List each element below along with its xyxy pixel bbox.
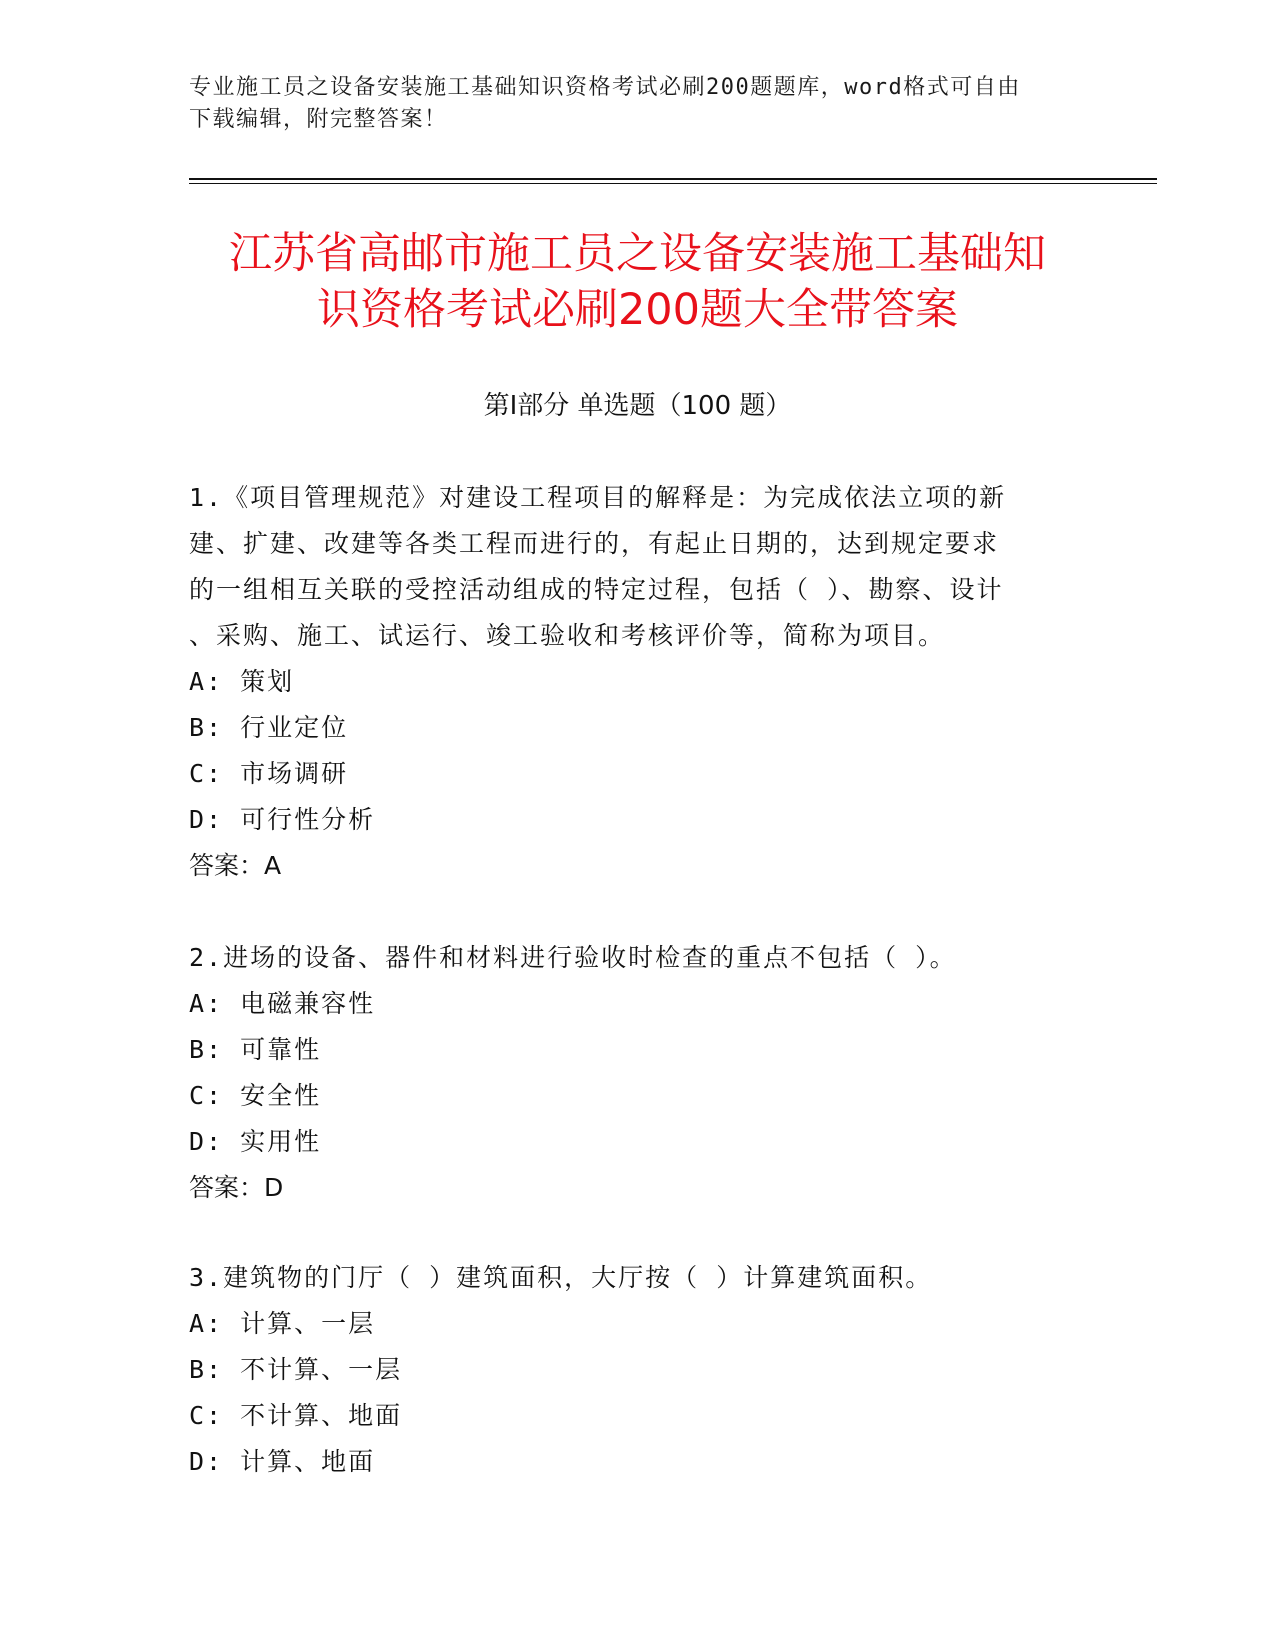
option-a: A: 策划: [189, 667, 295, 696]
option-c: C: 市场调研: [189, 759, 349, 788]
stem-line: 、采购、施工、试运行、竣工验收和考核评价等，简称为项目。: [189, 621, 946, 650]
question-stem: [189, 475, 1089, 659]
header-description: [189, 72, 1089, 136]
stem-line: 2.进场的设备、器件和材料进行验收时检查的重点不包括（ ）。: [189, 943, 957, 972]
question-stem: [189, 935, 1089, 981]
stem-line: 3.建筑物的门厅（ ）建筑面积，大厅按（ ）计算建筑面积。: [189, 1263, 933, 1292]
title-line-1: 江苏省高邮市施工员之设备安装施工基础知: [229, 229, 1046, 279]
stem-line: 建、扩建、改建等各类工程而进行的，有起止日期的，达到规定要求: [189, 529, 1000, 558]
option-d: D: 实用性: [189, 1127, 322, 1156]
stem-line: 的一组相互关联的受控活动组成的特定过程，包括（ ）、勘察、设计: [189, 575, 1004, 604]
header-line-2: 下载编辑，附完整答案！: [189, 107, 448, 132]
question-1: [189, 475, 1089, 889]
document-title: [160, 226, 1115, 338]
option-c: C: 不计算、地面: [189, 1401, 403, 1430]
header-line-1: 专业施工员之设备安装施工基础知识资格考试必刷200题题库，word格式可自由: [189, 75, 1021, 100]
stem-line: 1.《项目管理规范》对建设工程项目的解释是：为完成依法立项的新: [189, 483, 1007, 512]
option-b: B: 不计算、一层: [189, 1355, 403, 1384]
option-d: D: 计算、地面: [189, 1447, 376, 1476]
option-c: C: 安全性: [189, 1081, 322, 1110]
option-b: B: 可靠性: [189, 1035, 322, 1064]
header-divider-thin: [189, 183, 1157, 184]
section-title: 第Ⅰ部分 单选题（100 题）: [483, 391, 792, 421]
question-stem: [189, 1255, 1089, 1301]
option-a: A: 计算、一层: [189, 1309, 376, 1338]
option-b: B: 行业定位: [189, 713, 349, 742]
header-divider-thick: [189, 178, 1157, 180]
question-2: [189, 935, 1089, 1211]
question-3: [189, 1255, 1089, 1485]
answer: 答案：D: [189, 1173, 284, 1202]
option-a: A: 电磁兼容性: [189, 989, 376, 1018]
option-d: D: 可行性分析: [189, 805, 376, 834]
answer: 答案：A: [189, 851, 282, 880]
title-line-2: 识资格考试必刷200题大全带答案: [316, 285, 959, 335]
